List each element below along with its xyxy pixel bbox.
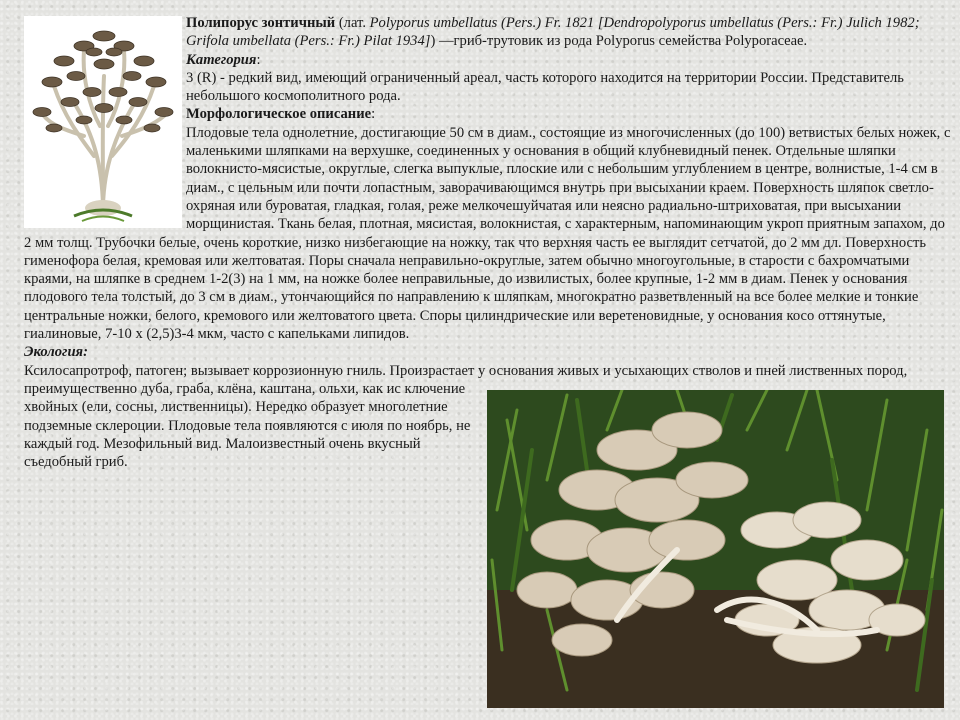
category-text: 3 (R) - редкий вид, имеющий ограниченный ареал, часть которого находится на территории России. Представитель небольшого космополитного рода. xyxy=(186,69,904,105)
ecology-heading-line xyxy=(24,343,952,361)
category-heading: Категория xyxy=(186,51,257,68)
ecology-text: Ксилосапротроф, патоген; вызывает коррозионную гниль. Произрастает у основания живых и усыхающих стволов и пней лиственных пород, преимущественно дуба, граба, клёна, каштана, ольхи, как ис ключение хвойных (ели, сосны, лиственницы). Нередко образует многолетние подземные склероции. Плодовые тела появляются с июля по ноябрь, не каждый год. Мезофильный вид. Малоизвестный очень вкусный съедобный гриб. xyxy=(24,362,908,471)
illustration-space xyxy=(24,14,186,230)
photo-offset xyxy=(951,14,952,388)
article-text xyxy=(24,14,952,714)
morph-heading: Морфологическое описание xyxy=(186,106,372,123)
photo-space xyxy=(486,388,952,708)
intro-latin-names: Polyporus umbellatus (Pers.) Fr. 1821 [Dendropolyporus umbellatus (Pers.: Fr.) Julich 1982; Grifola umbellata (Pers.: Fr.) Pilat 1934] xyxy=(186,15,920,50)
species-title: Полипорус зонтичный xyxy=(186,15,336,31)
intro-rest: ) —гриб-трутовик из рода Polyporus семейства Polyporaceae. xyxy=(430,33,808,50)
ecology-heading: Экология: xyxy=(24,344,88,361)
intro-lat-prefix: (лат. xyxy=(335,15,370,31)
morph-text: Плодовые тела однолетние, достигающие 50 см в диам., состоящие из многочисленных (до 100) ветвистых белых ножек, с маленькими шляпками на верхушке, соединенных у основания в общий клубневидный пенек. Отдельные шляпки волокнисто-мясистые, округлые, слегка выпуклые, плоские или с небольшим углублением в центре, волнистые, 1-4 см в диам., с цельным или почти лопастным, заворачивающимся внутрь при высыхании краем. Поверхность шляпок светло-охряная или буроватая, гладкая, голая, реже мелкочешуйчатая или неясно радиально-штриховатая, при высыхании морщинистая. Ткань белая, плотная, мясистая, волокнистая, с характерным, напоминающим укроп приятным запахом, до 2 мм толщ. Трубочки белые, очень короткие, низко низбегающие на ножку, так что верхняя часть ее выглядит сетчатой, до 2 мм дл. Поверхность гименофора белая, кремовая или желтоватая. Поры сначала неправильно-округлые, затем обычно многоугольные, в старости с бахромчатыми краями, на шляпке в среднем 1-2(3) на 1 мм, на ножке более неправильные, до извилистых, более крупные, 1-2 мм в диам. Пенек у основания плодового тела толстый, до 3 см в диам., утончающийся по направлению к шляпкам, многократно разветвленный на все более мелкие и тонкие центральные ножки, белого, кремового или желтоватого цвета. Споры цилиндрические или веретеновидные, у основания косо оттянутые, гиалиновые, 7-10 х (2,5)3-4 мкм, часто с капельками липидов. xyxy=(24,124,951,343)
morph-colon: : xyxy=(371,106,376,123)
category-colon: : xyxy=(256,51,261,68)
